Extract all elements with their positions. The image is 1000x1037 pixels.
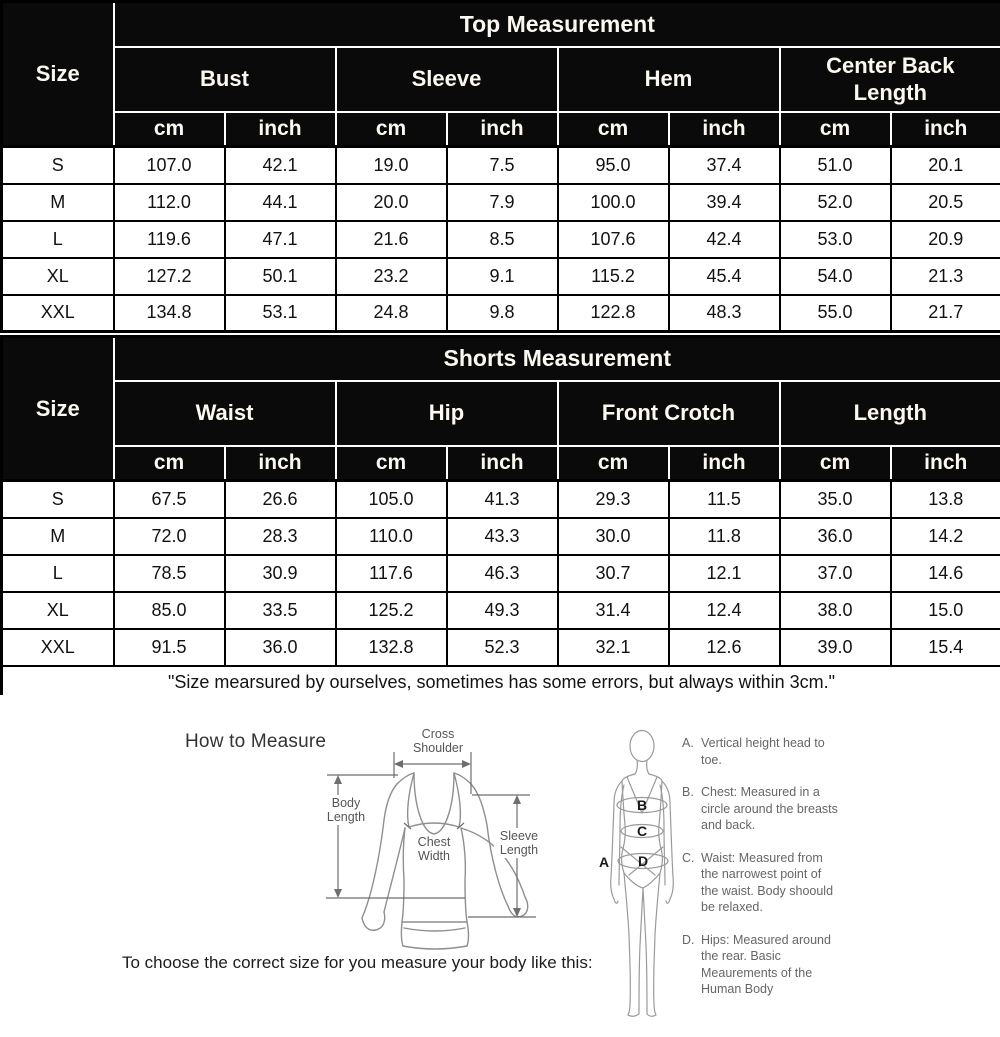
- value-cell: 41.3: [447, 481, 558, 518]
- annotation-item: [682, 850, 842, 916]
- annotation-item: [682, 735, 842, 768]
- value-cell: 117.6: [336, 555, 447, 592]
- value-cell: 30.9: [225, 555, 336, 592]
- unit-header-inch: inch: [669, 446, 780, 481]
- shorts-table-header: [2, 337, 1000, 481]
- annotation-text: Waist: Measured from the narrowest point of the waist. Body shoould be relaxed.: [701, 850, 834, 914]
- value-cell: 36.0: [225, 629, 336, 666]
- size-cell: XXL: [2, 629, 114, 666]
- annotation-item: [682, 932, 842, 998]
- table-row: [2, 629, 1000, 666]
- value-cell: 78.5: [114, 555, 225, 592]
- top-measurement-table: [0, 0, 1000, 333]
- value-cell: 19.0: [336, 147, 447, 184]
- value-cell: 35.0: [780, 481, 891, 518]
- value-cell: 132.8: [336, 629, 447, 666]
- value-cell: 39.0: [780, 629, 891, 666]
- value-cell: 11.5: [669, 481, 780, 518]
- unit-header-cm: cm: [558, 446, 669, 481]
- unit-header-inch: inch: [447, 446, 558, 481]
- value-cell: 52.3: [447, 629, 558, 666]
- table-row: [2, 481, 1000, 518]
- size-cell: S: [2, 481, 114, 518]
- value-cell: 28.3: [225, 518, 336, 555]
- value-cell: 33.5: [225, 592, 336, 629]
- shorts-table-body: [2, 481, 1000, 666]
- value-cell: 45.4: [669, 258, 780, 295]
- value-cell: 110.0: [336, 518, 447, 555]
- annotation-text: Vertical height head to toe.: [701, 736, 825, 767]
- value-cell: 9.8: [447, 295, 558, 332]
- body-length-label-line2: Length: [326, 810, 366, 824]
- cross-shoulder-label-line1: Cross: [421, 727, 455, 741]
- value-cell: 42.4: [669, 221, 780, 258]
- value-cell: 119.6: [114, 221, 225, 258]
- size-column-header: Size: [2, 337, 114, 481]
- value-cell: 29.3: [558, 481, 669, 518]
- table-row: [2, 555, 1000, 592]
- value-cell: 7.9: [447, 184, 558, 221]
- value-cell: 9.1: [447, 258, 558, 295]
- value-cell: 43.3: [447, 518, 558, 555]
- unit-header-inch: inch: [225, 446, 336, 481]
- group-header-waist: Waist: [114, 381, 336, 446]
- unit-header-cm: cm: [114, 446, 225, 481]
- size-cell: XL: [2, 592, 114, 629]
- unit-header-cm: cm: [114, 112, 225, 147]
- sleeve-length-label-line1: Sleeve: [499, 829, 539, 843]
- annotation-letter: A.: [682, 736, 694, 750]
- value-cell: 44.1: [225, 184, 336, 221]
- unit-header-cm: cm: [336, 112, 447, 147]
- cross-shoulder-label-line2: Shoulder: [412, 741, 464, 755]
- value-cell: 67.5: [114, 481, 225, 518]
- group-header-hem: Hem: [558, 47, 780, 112]
- value-cell: 115.2: [558, 258, 669, 295]
- size-cell: XL: [2, 258, 114, 295]
- annotation-text: Chest: Measured in a circle around the breasts and back.: [701, 785, 838, 832]
- annotation-letter: C.: [682, 850, 695, 865]
- chest-width-label-line1: Chest: [417, 835, 451, 849]
- how-to-measure-title: How to Measure: [185, 731, 327, 752]
- group-header-length: Length: [780, 381, 1000, 446]
- chest-width-label-line2: Width: [418, 849, 450, 863]
- table-row: [2, 295, 1000, 332]
- value-cell: 21.3: [891, 258, 1000, 295]
- sleeve-length-label-line2: Length: [499, 843, 539, 857]
- unit-header-cm: cm: [558, 112, 669, 147]
- value-cell: 12.4: [669, 592, 780, 629]
- value-cell: 8.5: [447, 221, 558, 258]
- value-cell: 15.4: [891, 629, 1000, 666]
- table-row: [2, 147, 1000, 184]
- value-cell: 12.1: [669, 555, 780, 592]
- value-cell: 42.1: [225, 147, 336, 184]
- value-cell: 95.0: [558, 147, 669, 184]
- body-length-label-line1: Body: [331, 796, 361, 810]
- size-cell: S: [2, 147, 114, 184]
- group-header-bust: Bust: [114, 47, 336, 112]
- value-cell: 72.0: [114, 518, 225, 555]
- value-cell: 21.6: [336, 221, 447, 258]
- value-cell: 13.8: [891, 481, 1000, 518]
- table-row: [2, 184, 1000, 221]
- unit-header-inch: inch: [891, 446, 1000, 481]
- sizing-instruction-text: To choose the correct size for you measure your body like this:: [122, 953, 593, 972]
- measure-annotations-list: [682, 735, 842, 1014]
- value-cell: 54.0: [780, 258, 891, 295]
- value-cell: 20.0: [336, 184, 447, 221]
- size-cell: L: [2, 555, 114, 592]
- value-cell: 53.1: [225, 295, 336, 332]
- shorts-measurement-table: [0, 335, 1000, 701]
- unit-header-inch: inch: [669, 112, 780, 147]
- value-cell: 15.0: [891, 592, 1000, 629]
- annotation-text: Hips: Measured around the rear. Basic Meaurements of the Human Body: [701, 932, 831, 996]
- figure-label-b: B: [637, 797, 648, 813]
- annotation-item: [682, 784, 842, 834]
- value-cell: 105.0: [336, 481, 447, 518]
- unit-header-inch: inch: [447, 112, 558, 147]
- disclaimer-note: "Size mearsured by ourselves, sometimes has some errors, but always within 3cm.": [2, 666, 1000, 700]
- value-cell: 49.3: [447, 592, 558, 629]
- value-cell: 30.0: [558, 518, 669, 555]
- value-cell: 14.2: [891, 518, 1000, 555]
- value-cell: 24.8: [336, 295, 447, 332]
- value-cell: 26.6: [225, 481, 336, 518]
- value-cell: 23.2: [336, 258, 447, 295]
- value-cell: 38.0: [780, 592, 891, 629]
- value-cell: 125.2: [336, 592, 447, 629]
- value-cell: 85.0: [114, 592, 225, 629]
- value-cell: 39.4: [669, 184, 780, 221]
- group-header-sleeve: Sleeve: [336, 47, 558, 112]
- value-cell: 55.0: [780, 295, 891, 332]
- value-cell: 51.0: [780, 147, 891, 184]
- annotation-letter: B.: [682, 785, 694, 799]
- figure-label-c: C: [637, 823, 648, 839]
- value-cell: 127.2: [114, 258, 225, 295]
- size-cell: M: [2, 518, 114, 555]
- value-cell: 91.5: [114, 629, 225, 666]
- value-cell: 107.6: [558, 221, 669, 258]
- unit-header-cm: cm: [336, 446, 447, 481]
- group-header-center-back-length: Center Back Length: [780, 47, 1000, 112]
- size-cell: L: [2, 221, 114, 258]
- table-row: [2, 592, 1000, 629]
- value-cell: 11.8: [669, 518, 780, 555]
- value-cell: 134.8: [114, 295, 225, 332]
- group-header-front-crotch: Front Crotch: [558, 381, 780, 446]
- value-cell: 31.4: [558, 592, 669, 629]
- value-cell: 53.0: [780, 221, 891, 258]
- figure-label-a: A: [599, 854, 610, 870]
- group-header-hip: Hip: [336, 381, 558, 446]
- value-cell: 37.4: [669, 147, 780, 184]
- value-cell: 30.7: [558, 555, 669, 592]
- value-cell: 122.8: [558, 295, 669, 332]
- value-cell: 20.5: [891, 184, 1000, 221]
- shorts-table-title: Shorts Measurement: [114, 337, 1000, 381]
- value-cell: 47.1: [225, 221, 336, 258]
- unit-header-cm: cm: [780, 446, 891, 481]
- size-column-header: Size: [2, 2, 114, 147]
- value-cell: 46.3: [447, 555, 558, 592]
- figure-label-d: D: [638, 853, 649, 869]
- value-cell: 21.7: [891, 295, 1000, 332]
- value-cell: 107.0: [114, 147, 225, 184]
- value-cell: 20.1: [891, 147, 1000, 184]
- table-row: [2, 258, 1000, 295]
- top-table-body: [2, 147, 1000, 332]
- unit-header-inch: inch: [225, 112, 336, 147]
- annotation-letter: D.: [682, 932, 695, 947]
- size-cell: M: [2, 184, 114, 221]
- value-cell: 52.0: [780, 184, 891, 221]
- table-row: [2, 518, 1000, 555]
- size-cell: XXL: [2, 295, 114, 332]
- unit-header-cm: cm: [780, 112, 891, 147]
- value-cell: 32.1: [558, 629, 669, 666]
- table-row: [2, 221, 1000, 258]
- top-table-title: Top Measurement: [114, 2, 1000, 47]
- value-cell: 48.3: [669, 295, 780, 332]
- value-cell: 12.6: [669, 629, 780, 666]
- value-cell: 100.0: [558, 184, 669, 221]
- how-to-measure-section: [0, 695, 1000, 1037]
- value-cell: 36.0: [780, 518, 891, 555]
- value-cell: 14.6: [891, 555, 1000, 592]
- value-cell: 112.0: [114, 184, 225, 221]
- top-table-header: [2, 2, 1000, 147]
- value-cell: 20.9: [891, 221, 1000, 258]
- unit-header-inch: inch: [891, 112, 1000, 147]
- value-cell: 7.5: [447, 147, 558, 184]
- shirt-measure-diagram: [310, 720, 610, 970]
- body-figure-diagram: [597, 725, 692, 1025]
- value-cell: 50.1: [225, 258, 336, 295]
- value-cell: 37.0: [780, 555, 891, 592]
